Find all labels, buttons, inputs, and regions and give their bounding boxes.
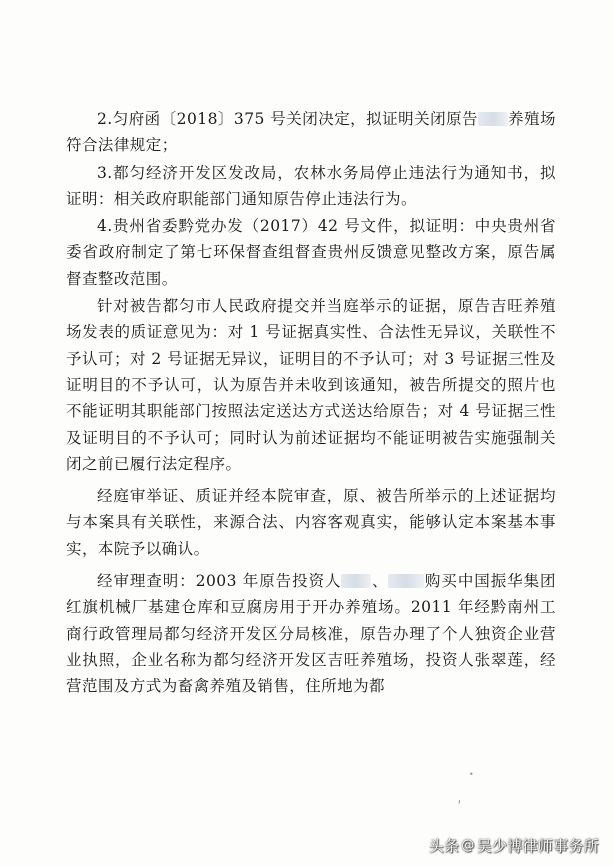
paragraph-findings: 经审理查明：2003 年原告投资人 、 购买中国振华集团红旗机械厂基建仓库和豆腐房用于开办养殖场。2011 年经黔南州工商行政管理局都匀经济开发区分局核准，原告办理了个人独资企业营业执照，企业名称为都匀经济开发区吉旺养殖场，投资人张翠莲，经营范围及方式为畜禽养殖及销售，住所地为都: [66, 572, 557, 696]
paragraph-cross-examination: 针对被告都匀市人民政府提交并当庭举示的证据，原告吉旺养殖场发表的质证意见为：对 1 号证据真实性、合法性无异议，关联性不予认可；对 2 号证据无异议，证明目的不予认可；对 3 号证据三性及证明目的不予认可，认为原告并未收到该通知，被告所提交的照片也不能证明其职能部门按照法定送达方式送达给原告；对 4 号证据三性及证明目的不予认可；同时认为前述证据均不能证明被告实施强制关闭之前已履行法定程序。: [66, 297, 556, 473]
paragraph-findings-text: 经审理查明：2003 年原告投资人: [97, 572, 342, 591]
watermark-name: 吴少博律师事务所: [476, 837, 599, 855]
scan-mark: ,: [453, 789, 464, 807]
redacted-name: [341, 574, 371, 588]
watermark: [429, 835, 599, 856]
paragraph-evidence-3: 3.都匀经济开发区发改局，农林水务局停止违法行为通知书，拟证明：相关政府职能部门通知原告停止违法行为。: [66, 163, 556, 208]
at-icon: @: [461, 838, 475, 853]
paragraph-evidence-2-text: 2.匀府函〔2018〕375 号关闭决定，拟证明关闭原告: [97, 110, 479, 128]
redacted-name: [388, 574, 424, 588]
paragraph-evidence-2-text-end: 养殖场符合法律规定；: [66, 110, 556, 155]
paragraph-evidence-4: 4.贵州省委黔党办发（2017）42 号文件，拟证明：中央贵州省委省政府制定了第七环保督查组督查贵州反馈意见整改方案，原告属督查整改范围。: [66, 217, 556, 288]
scan-speck: •: [469, 770, 474, 779]
paragraph-evidence-2: [66, 106, 556, 159]
paragraph-court-review: 经庭审举证、质证并经本院审查，原、被告所举示的上述证据均与本案具有关联性，来源合法、内容客观真实，能够认定本案基本事实，本院予以确认。: [66, 487, 556, 558]
watermark-prefix: 头条: [428, 837, 460, 855]
document-body: [66, 106, 556, 700]
redacted-name: [478, 112, 508, 126]
paragraph-findings-text-end: 购买中国振华集团红旗机械厂基建仓库和豆腐房用于开办养殖场。2011 年经黔南州工商行政管理局都匀经济开发区分局核准，原告办理了个人独资企业营业执照，企业名称为都匀经济开发区吉旺养殖场，投资人张翠莲，经营范围及方式为畜禽养殖及销售，住所地为都: [66, 572, 557, 696]
